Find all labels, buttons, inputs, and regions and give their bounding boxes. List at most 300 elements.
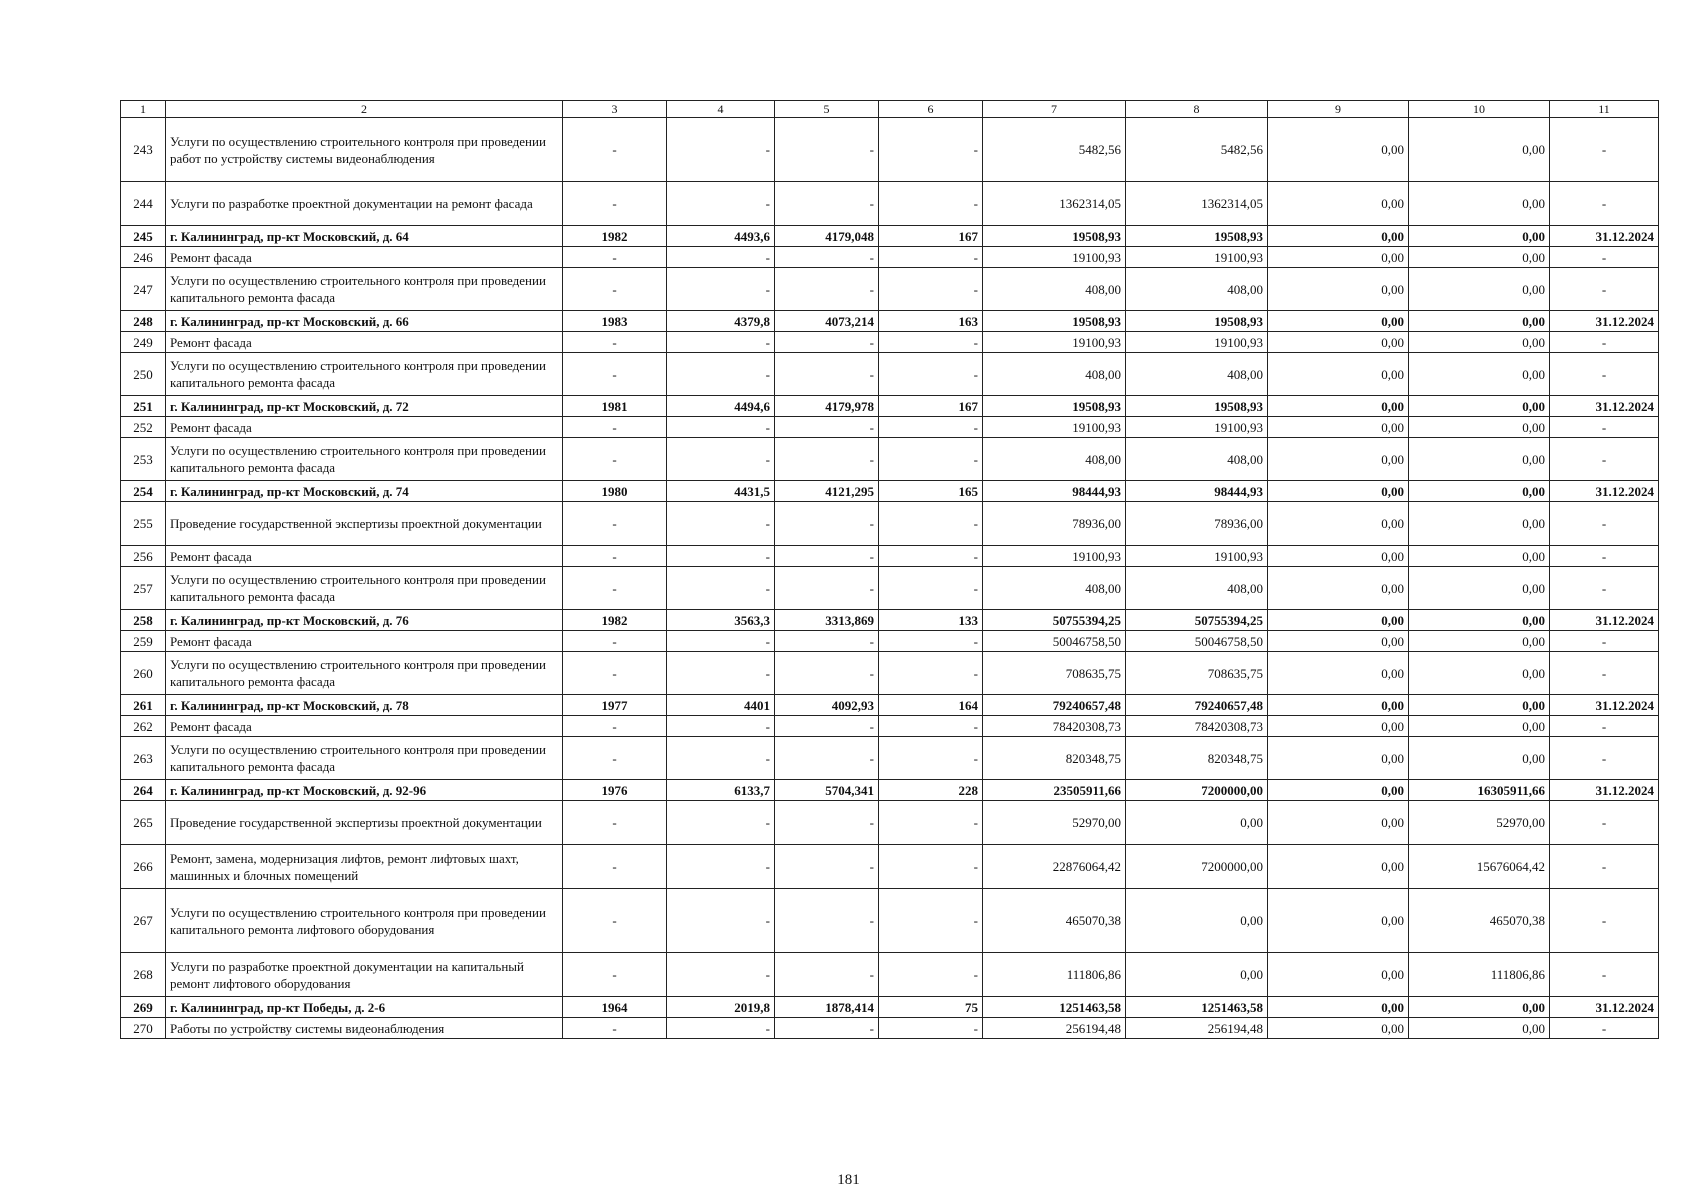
cell-col4: 3563,3 [667,610,775,631]
row-number: 260 [121,652,166,695]
cell-col7: 19508,93 [983,311,1126,332]
cell-col6: 167 [879,226,983,247]
cell-col10: 0,00 [1409,481,1550,502]
cell-col7: 408,00 [983,438,1126,481]
cell-col11: - [1550,182,1659,226]
address-row [121,311,1659,332]
cell-col11: - [1550,353,1659,396]
cell-col4: 4493,6 [667,226,775,247]
cell-col10: 15676064,42 [1409,845,1550,889]
cell-col9: 0,00 [1268,353,1409,396]
row-number: 244 [121,182,166,226]
cell-col6: - [879,247,983,268]
row-number: 258 [121,610,166,631]
cell-col11: - [1550,417,1659,438]
work-name: Услуги по осуществлению строительного контроля при проведении капитального ремонта фасада [166,438,563,481]
cell-col3: 1982 [563,610,667,631]
cell-col5: - [775,716,879,737]
cell-col3: - [563,332,667,353]
work-row [121,332,1659,353]
cell-col10: 0,00 [1409,396,1550,417]
cell-col4: - [667,332,775,353]
cell-col6: - [879,332,983,353]
cell-col8: 50046758,50 [1126,631,1268,652]
address-row [121,610,1659,631]
work-name: г. Калининград, пр-кт Московский, д. 66 [166,311,563,332]
work-row [121,845,1659,889]
cell-col6: - [879,716,983,737]
row-number: 265 [121,801,166,845]
cell-col5: - [775,502,879,546]
work-name: Ремонт фасада [166,332,563,353]
cell-col9: 0,00 [1268,889,1409,953]
cell-col8: 408,00 [1126,438,1268,481]
cell-col11: - [1550,332,1659,353]
capital-repair-table [120,100,1659,1039]
work-name: Ремонт фасада [166,417,563,438]
cell-col8: 408,00 [1126,353,1268,396]
work-row [121,801,1659,845]
work-name: Услуги по осуществлению строительного контроля при проведении капитального ремонта фасада [166,268,563,311]
cell-col3: 1981 [563,396,667,417]
work-name: Ремонт фасада [166,546,563,567]
cell-col3: 1964 [563,997,667,1018]
cell-col11: - [1550,801,1659,845]
cell-col8: 78936,00 [1126,502,1268,546]
cell-col4: - [667,737,775,780]
cell-col6: 75 [879,997,983,1018]
cell-col4: - [667,353,775,396]
cell-col8: 0,00 [1126,801,1268,845]
cell-col7: 820348,75 [983,737,1126,780]
cell-col4: - [667,182,775,226]
cell-col10: 0,00 [1409,118,1550,182]
cell-col6: - [879,953,983,997]
cell-col5: - [775,845,879,889]
cell-col3: - [563,889,667,953]
work-row [121,737,1659,780]
cell-col4: - [667,631,775,652]
cell-col11: 31.12.2024 [1550,610,1659,631]
cell-col3: - [563,953,667,997]
cell-col8: 408,00 [1126,567,1268,610]
cell-col10: 0,00 [1409,247,1550,268]
cell-col11: - [1550,567,1659,610]
cell-col3: - [563,438,667,481]
cell-col5: - [775,417,879,438]
cell-col8: 19100,93 [1126,247,1268,268]
cell-col4: 4401 [667,695,775,716]
cell-col8: 19100,93 [1126,417,1268,438]
cell-col11: - [1550,268,1659,311]
cell-col7: 408,00 [983,268,1126,311]
cell-col7: 111806,86 [983,953,1126,997]
work-row [121,438,1659,481]
cell-col8: 708635,75 [1126,652,1268,695]
address-row [121,780,1659,801]
cell-col3: - [563,737,667,780]
cell-col6: 228 [879,780,983,801]
cell-col8: 78420308,73 [1126,716,1268,737]
cell-col10: 0,00 [1409,332,1550,353]
cell-col8: 7200000,00 [1126,780,1268,801]
cell-col9: 0,00 [1268,801,1409,845]
work-name: г. Калининград, пр-кт Московский, д. 64 [166,226,563,247]
work-name: г. Калининград, пр-кт Победы, д. 2-6 [166,997,563,1018]
row-number: 268 [121,953,166,997]
cell-col5: - [775,438,879,481]
cell-col9: 0,00 [1268,268,1409,311]
row-number: 253 [121,438,166,481]
cell-col3: - [563,353,667,396]
cell-col5: - [775,889,879,953]
cell-col10: 0,00 [1409,716,1550,737]
cell-col4: - [667,502,775,546]
cell-col8: 7200000,00 [1126,845,1268,889]
cell-col6: - [879,631,983,652]
cell-col6: - [879,1018,983,1039]
cell-col4: - [667,716,775,737]
column-number: 11 [1550,101,1659,118]
cell-col9: 0,00 [1268,546,1409,567]
cell-col4: 4431,5 [667,481,775,502]
cell-col8: 79240657,48 [1126,695,1268,716]
column-number: 9 [1268,101,1409,118]
cell-col8: 0,00 [1126,953,1268,997]
cell-col5: - [775,1018,879,1039]
cell-col7: 19100,93 [983,247,1126,268]
cell-col11: - [1550,438,1659,481]
row-number: 266 [121,845,166,889]
work-name: Ремонт фасада [166,716,563,737]
cell-col6: - [879,268,983,311]
cell-col7: 256194,48 [983,1018,1126,1039]
work-name: г. Калининград, пр-кт Московский, д. 72 [166,396,563,417]
cell-col3: - [563,845,667,889]
work-row [121,716,1659,737]
cell-col10: 16305911,66 [1409,780,1550,801]
column-number: 1 [121,101,166,118]
column-number: 2 [166,101,563,118]
cell-col10: 0,00 [1409,502,1550,546]
cell-col6: - [879,118,983,182]
row-number: 248 [121,311,166,332]
cell-col4: - [667,268,775,311]
cell-col10: 52970,00 [1409,801,1550,845]
column-number-row [121,101,1659,118]
row-number: 259 [121,631,166,652]
cell-col7: 78936,00 [983,502,1126,546]
column-number: 10 [1409,101,1550,118]
cell-col3: - [563,631,667,652]
cell-col4: - [667,845,775,889]
work-name: Проведение государственной экспертизы проектной документации [166,801,563,845]
cell-col11: 31.12.2024 [1550,311,1659,332]
cell-col9: 0,00 [1268,311,1409,332]
cell-col11: - [1550,502,1659,546]
work-row [121,502,1659,546]
cell-col8: 5482,56 [1126,118,1268,182]
row-number: 267 [121,889,166,953]
cell-col3: - [563,182,667,226]
work-name: Ремонт фасада [166,631,563,652]
cell-col8: 19508,93 [1126,226,1268,247]
cell-col6: 164 [879,695,983,716]
cell-col10: 0,00 [1409,737,1550,780]
cell-col11: - [1550,546,1659,567]
cell-col3: 1977 [563,695,667,716]
cell-col4: - [667,1018,775,1039]
cell-col10: 0,00 [1409,695,1550,716]
cell-col10: 111806,86 [1409,953,1550,997]
cell-col9: 0,00 [1268,953,1409,997]
cell-col4: - [667,889,775,953]
cell-col3: 1983 [563,311,667,332]
cell-col3: - [563,118,667,182]
cell-col7: 708635,75 [983,652,1126,695]
cell-col7: 1251463,58 [983,997,1126,1018]
page-number: 181 [837,1172,860,1188]
work-name: Услуги по разработке проектной документации на капитальный ремонт лифтового оборудования [166,953,563,997]
address-row [121,695,1659,716]
row-number: 247 [121,268,166,311]
cell-col6: - [879,353,983,396]
row-number: 262 [121,716,166,737]
cell-col9: 0,00 [1268,780,1409,801]
cell-col8: 1251463,58 [1126,997,1268,1018]
cell-col7: 408,00 [983,567,1126,610]
row-number: 245 [121,226,166,247]
cell-col4: 4494,6 [667,396,775,417]
work-row [121,953,1659,997]
row-number: 250 [121,353,166,396]
cell-col9: 0,00 [1268,845,1409,889]
cell-col7: 465070,38 [983,889,1126,953]
work-name: Ремонт, замена, модернизация лифтов, ремонт лифтовых шахт, машинных и блочных помещений [166,845,563,889]
cell-col7: 19100,93 [983,332,1126,353]
row-number: 263 [121,737,166,780]
cell-col9: 0,00 [1268,631,1409,652]
work-name: Услуги по осуществлению строительного контроля при проведении капитального ремонта лифтового оборудования [166,889,563,953]
row-number: 255 [121,502,166,546]
cell-col8: 19100,93 [1126,546,1268,567]
cell-col6: - [879,546,983,567]
cell-col3: - [563,417,667,438]
work-row [121,182,1659,226]
cell-col5: 4073,214 [775,311,879,332]
cell-col5: - [775,182,879,226]
cell-col11: - [1550,953,1659,997]
cell-col7: 22876064,42 [983,845,1126,889]
cell-col7: 19508,93 [983,226,1126,247]
cell-col4: - [667,546,775,567]
cell-col11: - [1550,652,1659,695]
column-number: 3 [563,101,667,118]
cell-col8: 408,00 [1126,268,1268,311]
work-row [121,247,1659,268]
work-row [121,353,1659,396]
cell-col9: 0,00 [1268,652,1409,695]
cell-col5: 4121,295 [775,481,879,502]
cell-col6: - [879,801,983,845]
cell-col7: 5482,56 [983,118,1126,182]
cell-col7: 98444,93 [983,481,1126,502]
cell-col6: - [879,502,983,546]
cell-col11: - [1550,1018,1659,1039]
cell-col3: - [563,801,667,845]
cell-col9: 0,00 [1268,481,1409,502]
cell-col7: 79240657,48 [983,695,1126,716]
cell-col4: 2019,8 [667,997,775,1018]
cell-col11: 31.12.2024 [1550,481,1659,502]
cell-col7: 408,00 [983,353,1126,396]
cell-col3: 1982 [563,226,667,247]
row-number: 252 [121,417,166,438]
work-row [121,652,1659,695]
cell-col10: 0,00 [1409,610,1550,631]
cell-col3: - [563,716,667,737]
cell-col3: 1980 [563,481,667,502]
work-row [121,567,1659,610]
cell-col11: 31.12.2024 [1550,997,1659,1018]
cell-col7: 19100,93 [983,546,1126,567]
cell-col4: - [667,118,775,182]
work-name: г. Калининград, пр-кт Московский, д. 76 [166,610,563,631]
row-number: 254 [121,481,166,502]
address-row [121,997,1659,1018]
cell-col11: - [1550,737,1659,780]
cell-col4: - [667,438,775,481]
cell-col3: - [563,546,667,567]
cell-col11: - [1550,845,1659,889]
cell-col4: 4379,8 [667,311,775,332]
cell-col5: 4179,048 [775,226,879,247]
cell-col3: 1976 [563,780,667,801]
cell-col3: - [563,502,667,546]
column-number: 7 [983,101,1126,118]
cell-col10: 0,00 [1409,631,1550,652]
cell-col4: 6133,7 [667,780,775,801]
cell-col6: - [879,182,983,226]
cell-col5: - [775,567,879,610]
cell-col6: - [879,889,983,953]
column-number: 4 [667,101,775,118]
work-name: Услуги по осуществлению строительного контроля при проведении капитального ремонта фасада [166,567,563,610]
cell-col3: - [563,247,667,268]
cell-col10: 0,00 [1409,353,1550,396]
work-row [121,417,1659,438]
cell-col9: 0,00 [1268,695,1409,716]
work-name: Ремонт фасада [166,247,563,268]
cell-col7: 50046758,50 [983,631,1126,652]
cell-col4: - [667,652,775,695]
cell-col4: - [667,417,775,438]
cell-col6: - [879,737,983,780]
row-number: 269 [121,997,166,1018]
cell-col4: - [667,953,775,997]
cell-col10: 0,00 [1409,182,1550,226]
cell-col3: - [563,268,667,311]
cell-col5: 1878,414 [775,997,879,1018]
cell-col7: 78420308,73 [983,716,1126,737]
cell-col10: 0,00 [1409,438,1550,481]
cell-col3: - [563,1018,667,1039]
row-number: 261 [121,695,166,716]
cell-col7: 52970,00 [983,801,1126,845]
cell-col5: - [775,118,879,182]
cell-col10: 0,00 [1409,546,1550,567]
cell-col8: 820348,75 [1126,737,1268,780]
cell-col9: 0,00 [1268,118,1409,182]
cell-col10: 0,00 [1409,652,1550,695]
cell-col5: 4179,978 [775,396,879,417]
cell-col9: 0,00 [1268,610,1409,631]
cell-col10: 0,00 [1409,268,1550,311]
cell-col7: 1362314,05 [983,182,1126,226]
cell-col5: - [775,546,879,567]
cell-col9: 0,00 [1268,997,1409,1018]
work-name: Услуги по осуществлению строительного контроля при проведении капитального ремонта фасада [166,353,563,396]
column-number: 6 [879,101,983,118]
cell-col8: 19100,93 [1126,332,1268,353]
row-number: 243 [121,118,166,182]
cell-col9: 0,00 [1268,502,1409,546]
row-number: 251 [121,396,166,417]
cell-col5: - [775,247,879,268]
cell-col11: - [1550,631,1659,652]
cell-col6: 167 [879,396,983,417]
cell-col9: 0,00 [1268,1018,1409,1039]
cell-col10: 465070,38 [1409,889,1550,953]
work-name: Работы по устройству системы видеонаблюдения [166,1018,563,1039]
cell-col8: 19508,93 [1126,396,1268,417]
cell-col5: - [775,737,879,780]
work-name: Услуги по осуществлению строительного контроля при проведении работ по устройству системы видеонаблюдения [166,118,563,182]
address-row [121,396,1659,417]
cell-col5: 3313,869 [775,610,879,631]
work-row [121,631,1659,652]
cell-col9: 0,00 [1268,716,1409,737]
column-number: 8 [1126,101,1268,118]
cell-col6: - [879,417,983,438]
cell-col6: - [879,567,983,610]
cell-col5: - [775,652,879,695]
cell-col11: - [1550,889,1659,953]
cell-col7: 50755394,25 [983,610,1126,631]
work-name: г. Калининград, пр-кт Московский, д. 74 [166,481,563,502]
row-number: 270 [121,1018,166,1039]
cell-col8: 0,00 [1126,889,1268,953]
cell-col10: 0,00 [1409,226,1550,247]
cell-col5: - [775,268,879,311]
work-name: г. Калининград, пр-кт Московский, д. 92-96 [166,780,563,801]
cell-col10: 0,00 [1409,311,1550,332]
cell-col6: 165 [879,481,983,502]
work-name: Услуги по осуществлению строительного контроля при проведении капитального ремонта фасада [166,737,563,780]
cell-col4: - [667,247,775,268]
cell-col9: 0,00 [1268,567,1409,610]
work-row [121,889,1659,953]
column-number: 5 [775,101,879,118]
cell-col9: 0,00 [1268,417,1409,438]
cell-col5: 5704,341 [775,780,879,801]
cell-col6: 133 [879,610,983,631]
work-name: Услуги по осуществлению строительного контроля при проведении капитального ремонта фасада [166,652,563,695]
cell-col3: - [563,567,667,610]
cell-col6: - [879,652,983,695]
cell-col6: - [879,438,983,481]
cell-col10: 0,00 [1409,997,1550,1018]
